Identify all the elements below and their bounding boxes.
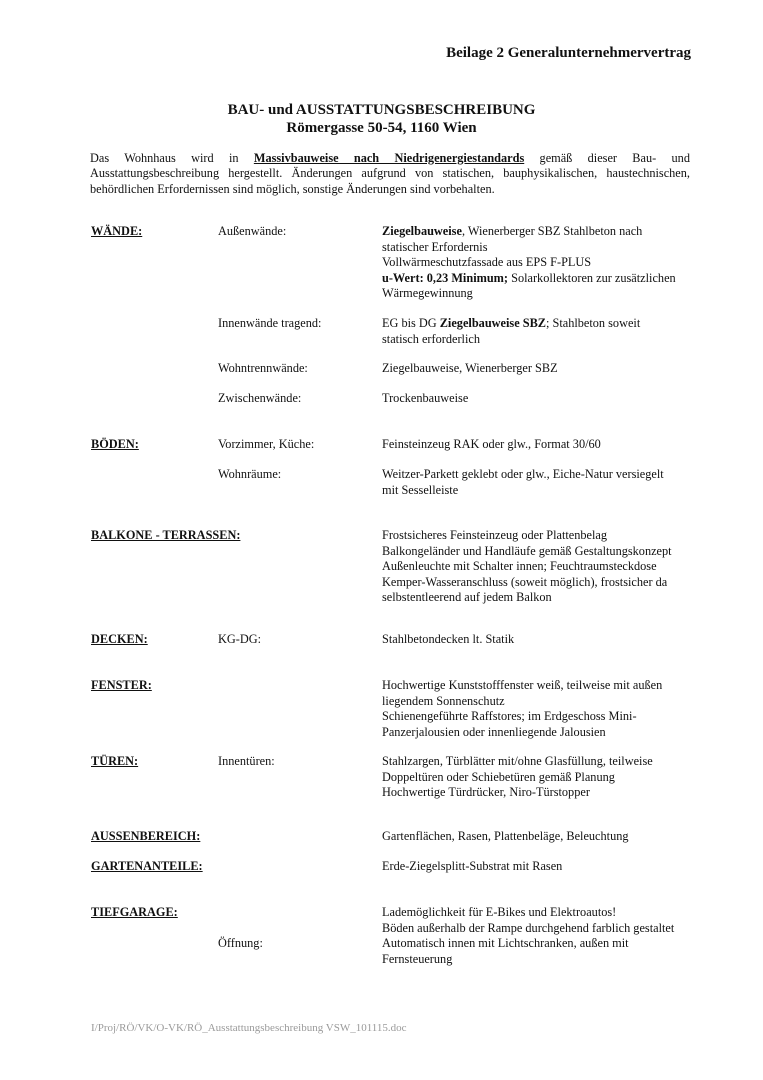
aussen-l2: statischer Erfordernis [382, 239, 488, 254]
label-decken: KG-DG: [218, 632, 262, 646]
intro-emphasis: Massivbauweise nach Niedrigenergiestandards [253, 151, 525, 165]
text-vorzimmer: Feinsteinzeug RAK oder glw., Format 30/60 [382, 437, 601, 451]
text-aussenwaende [382, 224, 692, 302]
tiefgarage-l2: Böden außerhalb der Rampe durchgehend farblich gestaltet [382, 920, 675, 935]
innen-l1-rest: ; Stahlbeton soweit [545, 316, 641, 330]
aussen-l3: Vollwärmeschutzfassade aus EPS F-PLUS [382, 255, 592, 270]
heading-gartenanteile: GARTENANTEILE: [91, 859, 203, 873]
tueren-l1: Stahlzargen, Türblätter mit/ohne Glasfüllung, teilweise [382, 754, 653, 768]
aussen-l4-rest: Solarkollektoren zur zusätzlichen [508, 270, 676, 285]
aussen-l4-bold: u-Wert: 0,23 Minimum; [382, 270, 509, 285]
text-aussenbereich: Gartenflächen, Rasen, Plattenbeläge, Beleuchtung [382, 829, 629, 843]
heading-waende: WÄNDE: [91, 224, 143, 238]
intro-paragraph [90, 151, 690, 197]
label-innenwaende: Innenwände tragend: [218, 316, 322, 330]
innen-l1-pre: EG bis DG [382, 316, 440, 330]
label-wohnraeume: Wohnräume: [218, 467, 282, 481]
innen-l1-bold: Ziegelbauweise SBZ [439, 316, 546, 330]
fenster-l2: liegendem Sonnenschutz [382, 693, 505, 708]
heading-tueren: TÜREN: [91, 754, 139, 768]
text-zwischenwaende: Trockenbauweise [382, 391, 469, 405]
text-oeffnung [382, 936, 692, 967]
label-oeffnung: Öffnung: [218, 936, 263, 950]
innen-l2: statisch erforderlich [382, 331, 480, 346]
label-zwischenwaende: Zwischenwände: [218, 391, 302, 405]
aussen-l1-bold: Ziegelbauweise [382, 224, 462, 238]
fenster-l1: Hochwertige Kunststofffenster weiß, teilweise mit außen [382, 678, 663, 692]
heading-decken: DECKEN: [91, 632, 148, 646]
label-aussenwaende: Außenwände: [218, 224, 287, 238]
tiefgarage-l4: Fernsteuerung [382, 951, 453, 966]
intro-text-1: Das Wohnhaus wird in [90, 151, 254, 165]
balkone-l1: Frostsicheres Feinsteinzeug oder Plattenbelag [382, 528, 608, 542]
title-line-2: Römergasse 50-54, 1160 Wien [286, 120, 477, 136]
text-wohnraeume [382, 467, 692, 498]
wohnraeume-l1: Weitzer-Parkett geklebt oder glw., Eiche-Natur versiegelt [382, 467, 664, 481]
label-wohntrennwaende: Wohntrennwände: [218, 361, 308, 375]
text-fenster [382, 678, 692, 740]
title-line-1: BAU- und AUSSTATTUNGSBESCHREIBUNG [227, 102, 536, 118]
tiefgarage-l3: Automatisch innen mit Lichtschranken, außen mit [382, 936, 629, 950]
tueren-l3: Hochwertige Türdrücker, Niro-Türstopper [382, 785, 590, 800]
text-wohntrennwaende: Ziegelbauweise, Wienerberger SBZ [382, 361, 558, 375]
intro-text-2: gemäß dieser Bau- und Ausstattungsbeschreibung hergestellt. Änderungen aufgrund von statischen, bauphysikalischen, haustechnischen, behördlichen Erfordernissen sind möglich, sonstige Änderungen sind vorbehalten. [90, 151, 690, 196]
balkone-l2: Balkongeländer und Handläufe gemäß Gestaltungskonzept [382, 543, 672, 558]
aussen-l5: Wärmegewinnung [382, 286, 473, 301]
text-innenwaende [382, 316, 692, 347]
text-gartenanteile: Erde-Ziegelsplitt-Substrat mit Rasen [382, 859, 563, 873]
balkone-l5: selbstentleerend auf jedem Balkon [382, 590, 552, 605]
file-path-footer: I/Proj/RÖ/VK/O-VK/RÖ_Ausstattungsbeschreibung VSW_101115.doc [91, 1022, 407, 1034]
heading-tiefgarage: TIEFGARAGE: [91, 905, 178, 919]
fenster-l4: Panzerjalousien oder innenliegende Jalousien [382, 724, 606, 739]
text-tueren [382, 754, 692, 801]
text-tiefgarage [382, 905, 692, 936]
heading-aussenbereich: AUSSENBEREICH: [91, 829, 201, 843]
wohnraeume-l2: mit Sesselleiste [382, 482, 459, 497]
heading-boeden: BÖDEN: [91, 437, 139, 451]
fenster-l3: Schienengeführte Raffstores; im Erdgeschoss Mini- [382, 709, 637, 724]
document-title [0, 101, 763, 137]
document-header: Beilage 2 Generalunternehmervertrag [446, 45, 691, 61]
balkone-l4: Kemper-Wasseranschluss (soweit möglich), frostsicher da [382, 574, 668, 589]
heading-fenster: FENSTER: [91, 678, 152, 692]
balkone-l3: Außenleuchte mit Schalter innen; Feuchtraumsteckdose [382, 559, 657, 574]
label-innentueren: Innentüren: [218, 754, 275, 768]
label-vorzimmer: Vorzimmer, Küche: [218, 437, 315, 451]
tueren-l2: Doppeltüren oder Schiebetüren gemäß Planung [382, 769, 615, 784]
heading-balkone: BALKONE - TERRASSEN: [91, 528, 241, 542]
text-balkone [382, 528, 692, 606]
text-decken: Stahlbetondecken lt. Statik [382, 632, 515, 646]
tiefgarage-l1: Lademöglichkeit für E-Bikes und Elektroautos! [382, 905, 617, 919]
aussen-l1-rest: , Wienerberger SBZ Stahlbeton nach [461, 224, 643, 238]
